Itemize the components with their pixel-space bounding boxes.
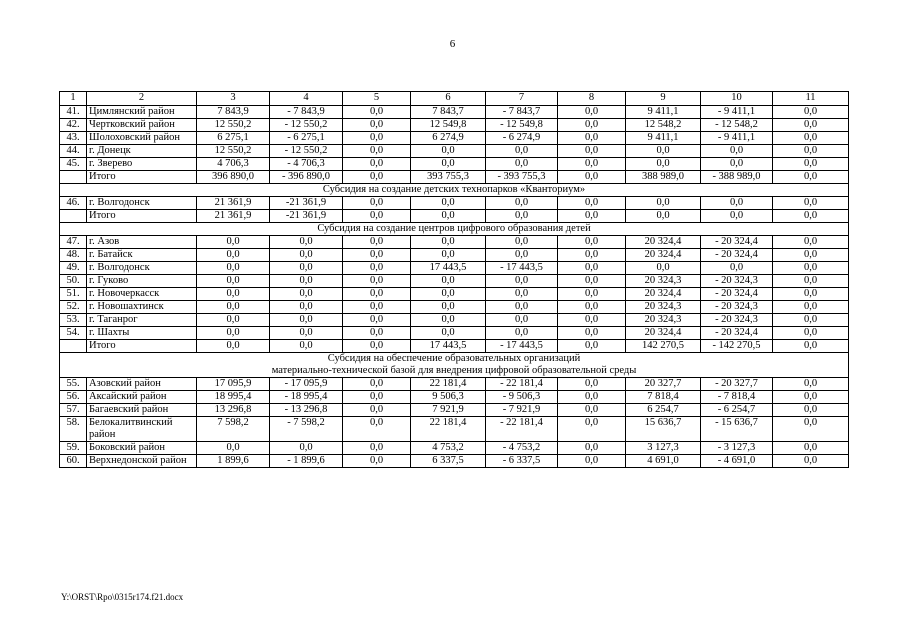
value-cell: - 20 324,3 — [701, 314, 773, 327]
value-cell: 0,0 — [558, 132, 626, 145]
table-row — [60, 417, 849, 442]
value-cell: 0,0 — [701, 158, 773, 171]
value-cell: 0,0 — [343, 301, 411, 314]
row-number-cell: 55. — [60, 378, 87, 391]
value-cell: 0,0 — [486, 249, 558, 262]
value-cell: 20 324,3 — [626, 314, 701, 327]
value-cell: - 396 890,0 — [270, 171, 343, 184]
table-row — [60, 314, 849, 327]
value-cell: 0,0 — [343, 210, 411, 223]
value-cell: 0,0 — [411, 301, 486, 314]
district-name-cell: Багаевский район — [87, 404, 197, 417]
value-cell: 0,0 — [626, 158, 701, 171]
footer-file-path: Y:\ORST\Rpo\0315r174.f21.docx — [61, 592, 184, 602]
value-cell: - 1 899,6 — [270, 455, 343, 468]
value-cell: 0,0 — [486, 158, 558, 171]
value-cell: - 6 274,9 — [486, 132, 558, 145]
value-cell: 17 443,5 — [411, 262, 486, 275]
value-cell: 0,0 — [486, 197, 558, 210]
district-name-cell: г. Волгодонск — [87, 197, 197, 210]
row-number-cell: 44. — [60, 145, 87, 158]
value-cell: 20 324,4 — [626, 249, 701, 262]
district-name-cell: г. Шахты — [87, 327, 197, 340]
table-row — [60, 132, 849, 145]
value-cell: 0,0 — [486, 327, 558, 340]
value-cell: - 20 324,4 — [701, 236, 773, 249]
row-number-cell: 57. — [60, 404, 87, 417]
value-cell: 0,0 — [773, 327, 849, 340]
value-cell: 0,0 — [343, 171, 411, 184]
value-cell: 9 411,1 — [626, 106, 701, 119]
value-cell: 142 270,5 — [626, 340, 701, 353]
value-cell: 0,0 — [270, 301, 343, 314]
value-cell: 0,0 — [558, 455, 626, 468]
value-cell: 4 691,0 — [626, 455, 701, 468]
column-header: 6 — [411, 92, 486, 106]
value-cell: 0,0 — [411, 327, 486, 340]
value-cell: 20 324,3 — [626, 275, 701, 288]
value-cell: 12 549,8 — [411, 119, 486, 132]
value-cell: 17 443,5 — [411, 340, 486, 353]
district-name-cell: г. Волгодонск — [87, 262, 197, 275]
value-cell: 20 324,4 — [626, 327, 701, 340]
value-cell: - 13 296,8 — [270, 404, 343, 417]
table-row — [60, 288, 849, 301]
value-cell: 15 636,7 — [626, 417, 701, 442]
value-cell: 0,0 — [558, 197, 626, 210]
column-header: 7 — [486, 92, 558, 106]
value-cell: 0,0 — [343, 249, 411, 262]
value-cell: - 17 443,5 — [486, 340, 558, 353]
value-cell: 0,0 — [558, 119, 626, 132]
table-row — [60, 404, 849, 417]
value-cell: 0,0 — [343, 132, 411, 145]
value-cell: 0,0 — [773, 442, 849, 455]
row-number-cell: 41. — [60, 106, 87, 119]
value-cell: - 9 506,3 — [486, 391, 558, 404]
row-number-cell: 48. — [60, 249, 87, 262]
column-header: 2 — [87, 92, 197, 106]
value-cell: 4 706,3 — [197, 158, 270, 171]
value-cell: 0,0 — [197, 275, 270, 288]
district-name-cell: г. Зверево — [87, 158, 197, 171]
value-cell: 0,0 — [197, 288, 270, 301]
value-cell: 20 324,3 — [626, 301, 701, 314]
value-cell: - 393 755,3 — [486, 171, 558, 184]
value-cell: - 4 753,2 — [486, 442, 558, 455]
table-row — [60, 327, 849, 340]
value-cell: 0,0 — [411, 288, 486, 301]
value-cell: 0,0 — [411, 314, 486, 327]
value-cell: 7 598,2 — [197, 417, 270, 442]
section-header-row — [60, 184, 849, 197]
value-cell: 20 327,7 — [626, 378, 701, 391]
table-row — [60, 210, 849, 223]
district-name-cell: г. Гуково — [87, 275, 197, 288]
value-cell: 0,0 — [343, 197, 411, 210]
value-cell: -21 361,9 — [270, 197, 343, 210]
value-cell: 0,0 — [558, 404, 626, 417]
value-cell: 0,0 — [773, 288, 849, 301]
value-cell: 0,0 — [773, 314, 849, 327]
value-cell: 0,0 — [773, 275, 849, 288]
table-row — [60, 262, 849, 275]
table-row — [60, 391, 849, 404]
value-cell: 0,0 — [270, 288, 343, 301]
table-row — [60, 249, 849, 262]
table-row — [60, 171, 849, 184]
table-row — [60, 378, 849, 391]
value-cell: 0,0 — [558, 314, 626, 327]
district-name-cell: Итого — [87, 210, 197, 223]
table-row — [60, 442, 849, 455]
value-cell: 0,0 — [343, 404, 411, 417]
value-cell: 0,0 — [411, 249, 486, 262]
value-cell: 0,0 — [558, 249, 626, 262]
column-header: 11 — [773, 92, 849, 106]
value-cell: - 17 095,9 — [270, 378, 343, 391]
value-cell: - 20 324,4 — [701, 249, 773, 262]
value-cell: 7 843,7 — [411, 106, 486, 119]
value-cell: 388 989,0 — [626, 171, 701, 184]
value-cell: 0,0 — [197, 442, 270, 455]
value-cell: 0,0 — [343, 262, 411, 275]
value-cell: 22 181,4 — [411, 417, 486, 442]
district-name-cell: г. Батайск — [87, 249, 197, 262]
value-cell: - 7 598,2 — [270, 417, 343, 442]
value-cell: 0,0 — [411, 236, 486, 249]
section-header-row — [60, 223, 849, 236]
value-cell: 0,0 — [773, 197, 849, 210]
value-cell: 0,0 — [343, 145, 411, 158]
value-cell: 0,0 — [626, 145, 701, 158]
value-cell: 0,0 — [626, 197, 701, 210]
district-name-cell: Цимлянский район — [87, 106, 197, 119]
value-cell: 0,0 — [558, 391, 626, 404]
row-number-cell — [60, 171, 87, 184]
district-name-cell: г. Таганрог — [87, 314, 197, 327]
value-cell: 0,0 — [773, 119, 849, 132]
table-body — [60, 92, 849, 468]
value-cell: 0,0 — [773, 132, 849, 145]
value-cell: - 18 995,4 — [270, 391, 343, 404]
value-cell: 21 361,9 — [197, 197, 270, 210]
value-cell: 20 324,4 — [626, 236, 701, 249]
table-row — [60, 455, 849, 468]
value-cell: 0,0 — [558, 288, 626, 301]
district-name-cell: г. Азов — [87, 236, 197, 249]
value-cell: 21 361,9 — [197, 210, 270, 223]
value-cell: 0,0 — [773, 262, 849, 275]
value-cell: 0,0 — [773, 145, 849, 158]
value-cell: 0,0 — [558, 145, 626, 158]
row-number-cell — [60, 340, 87, 353]
value-cell: 393 755,3 — [411, 171, 486, 184]
value-cell: 0,0 — [486, 236, 558, 249]
value-cell: 0,0 — [270, 275, 343, 288]
value-cell: - 7 843,9 — [270, 106, 343, 119]
value-cell: 0,0 — [558, 301, 626, 314]
row-number-cell: 51. — [60, 288, 87, 301]
value-cell: 0,0 — [270, 340, 343, 353]
value-cell: 0,0 — [270, 327, 343, 340]
value-cell: 0,0 — [411, 197, 486, 210]
value-cell: 0,0 — [773, 455, 849, 468]
row-number-cell: 60. — [60, 455, 87, 468]
value-cell: 9 411,1 — [626, 132, 701, 145]
value-cell: 0,0 — [343, 442, 411, 455]
value-cell: - 12 550,2 — [270, 145, 343, 158]
table-row — [60, 275, 849, 288]
value-cell: 7 818,4 — [626, 391, 701, 404]
value-cell: - 15 636,7 — [701, 417, 773, 442]
column-header: 5 — [343, 92, 411, 106]
district-name-cell: Итого — [87, 171, 197, 184]
row-number-cell: 49. — [60, 262, 87, 275]
table-row — [60, 236, 849, 249]
value-cell: 0,0 — [343, 236, 411, 249]
value-cell: - 4 691,0 — [701, 455, 773, 468]
row-number-cell: 53. — [60, 314, 87, 327]
district-name-cell: Азовский район — [87, 378, 197, 391]
value-cell: 7 843,9 — [197, 106, 270, 119]
value-cell: - 6 254,7 — [701, 404, 773, 417]
row-number-cell: 54. — [60, 327, 87, 340]
value-cell: 0,0 — [558, 327, 626, 340]
value-cell: - 12 550,2 — [270, 119, 343, 132]
value-cell: 0,0 — [773, 249, 849, 262]
value-cell: 0,0 — [701, 145, 773, 158]
value-cell: - 3 127,3 — [701, 442, 773, 455]
value-cell: 0,0 — [197, 340, 270, 353]
value-cell: 0,0 — [558, 171, 626, 184]
value-cell: 12 550,2 — [197, 119, 270, 132]
table-row — [60, 301, 849, 314]
value-cell: 4 753,2 — [411, 442, 486, 455]
value-cell: 0,0 — [270, 236, 343, 249]
value-cell: 0,0 — [197, 262, 270, 275]
row-number-cell: 58. — [60, 417, 87, 442]
value-cell: 0,0 — [558, 378, 626, 391]
table-row — [60, 106, 849, 119]
table-header-row — [60, 92, 849, 106]
value-cell: 0,0 — [773, 158, 849, 171]
value-cell: 0,0 — [270, 262, 343, 275]
value-cell: - 20 324,3 — [701, 275, 773, 288]
value-cell: - 388 989,0 — [701, 171, 773, 184]
value-cell: 13 296,8 — [197, 404, 270, 417]
value-cell: 0,0 — [197, 249, 270, 262]
section-title: Субсидия на создание центров цифрового образования детей — [60, 223, 849, 236]
value-cell: 1 899,6 — [197, 455, 270, 468]
value-cell: - 7 921,9 — [486, 404, 558, 417]
value-cell: 0,0 — [558, 417, 626, 442]
column-header: 3 — [197, 92, 270, 106]
section-title: Субсидия на создание детских технопарков «Кванториум» — [60, 184, 849, 197]
value-cell: 0,0 — [343, 417, 411, 442]
value-cell: - 22 181,4 — [486, 378, 558, 391]
value-cell: - 4 706,3 — [270, 158, 343, 171]
value-cell: 20 324,4 — [626, 288, 701, 301]
district-name-cell: Боковский район — [87, 442, 197, 455]
value-cell: - 20 327,7 — [701, 378, 773, 391]
district-name-cell: Шолоховский район — [87, 132, 197, 145]
value-cell: - 20 324,4 — [701, 327, 773, 340]
value-cell: 12 548,2 — [626, 119, 701, 132]
row-number-cell: 56. — [60, 391, 87, 404]
value-cell: 0,0 — [411, 275, 486, 288]
value-cell: 0,0 — [343, 158, 411, 171]
value-cell: 0,0 — [558, 236, 626, 249]
column-header: 4 — [270, 92, 343, 106]
section-title: Субсидия на обеспечение образовательных организаций материально-технической базой для внедрения цифровой образовательной среды — [60, 353, 849, 378]
value-cell: 6 337,5 — [411, 455, 486, 468]
value-cell: - 7 843,7 — [486, 106, 558, 119]
table-row — [60, 340, 849, 353]
value-cell: 0,0 — [486, 314, 558, 327]
value-cell: 18 995,4 — [197, 391, 270, 404]
district-name-cell: г. Новочеркасск — [87, 288, 197, 301]
value-cell: 0,0 — [558, 158, 626, 171]
value-cell: 7 921,9 — [411, 404, 486, 417]
value-cell: 0,0 — [486, 301, 558, 314]
value-cell: 0,0 — [626, 210, 701, 223]
district-name-cell: Белокалитвинский район — [87, 417, 197, 442]
value-cell: - 12 549,8 — [486, 119, 558, 132]
value-cell: 0,0 — [773, 171, 849, 184]
value-cell: 0,0 — [343, 288, 411, 301]
value-cell: 0,0 — [343, 314, 411, 327]
value-cell: 0,0 — [270, 314, 343, 327]
value-cell: 0,0 — [270, 249, 343, 262]
value-cell: 0,0 — [197, 314, 270, 327]
value-cell: 0,0 — [773, 340, 849, 353]
value-cell: 0,0 — [343, 119, 411, 132]
section-header-row — [60, 353, 849, 378]
value-cell: - 12 548,2 — [701, 119, 773, 132]
value-cell: 0,0 — [773, 404, 849, 417]
value-cell: 0,0 — [558, 275, 626, 288]
value-cell: 0,0 — [343, 340, 411, 353]
value-cell: - 17 443,5 — [486, 262, 558, 275]
value-cell: 0,0 — [343, 106, 411, 119]
value-cell: 0,0 — [411, 145, 486, 158]
value-cell: - 142 270,5 — [701, 340, 773, 353]
row-number-cell: 47. — [60, 236, 87, 249]
value-cell: 0,0 — [773, 210, 849, 223]
page-number: 6 — [449, 38, 456, 50]
value-cell: 0,0 — [343, 378, 411, 391]
row-number-cell: 45. — [60, 158, 87, 171]
subsidy-table — [59, 91, 849, 468]
column-header: 10 — [701, 92, 773, 106]
value-cell: 0,0 — [270, 442, 343, 455]
district-name-cell: Чертковский район — [87, 119, 197, 132]
district-name-cell: Итого — [87, 340, 197, 353]
value-cell: 0,0 — [343, 275, 411, 288]
value-cell: 6 274,9 — [411, 132, 486, 145]
value-cell: - 6 337,5 — [486, 455, 558, 468]
column-header: 8 — [558, 92, 626, 106]
value-cell: 0,0 — [486, 275, 558, 288]
value-cell: 6 254,7 — [626, 404, 701, 417]
value-cell: - 7 818,4 — [701, 391, 773, 404]
district-name-cell: г. Новошахтинск — [87, 301, 197, 314]
district-name-cell: г. Донецк — [87, 145, 197, 158]
value-cell: 0,0 — [773, 301, 849, 314]
value-cell: 0,0 — [197, 301, 270, 314]
value-cell: - 20 324,3 — [701, 301, 773, 314]
value-cell: - 9 411,1 — [701, 106, 773, 119]
table-row — [60, 119, 849, 132]
value-cell: 0,0 — [343, 455, 411, 468]
value-cell: 0,0 — [197, 236, 270, 249]
row-number-cell: 43. — [60, 132, 87, 145]
district-name-cell: Верхнедонской район — [87, 455, 197, 468]
table-row — [60, 145, 849, 158]
value-cell: 0,0 — [411, 210, 486, 223]
column-header: 1 — [60, 92, 87, 106]
value-cell: 22 181,4 — [411, 378, 486, 391]
value-cell: - 22 181,4 — [486, 417, 558, 442]
row-number-cell: 50. — [60, 275, 87, 288]
row-number-cell: 46. — [60, 197, 87, 210]
value-cell: 0,0 — [558, 106, 626, 119]
value-cell: 3 127,3 — [626, 442, 701, 455]
value-cell: 0,0 — [558, 210, 626, 223]
value-cell: 0,0 — [343, 327, 411, 340]
value-cell: 0,0 — [701, 262, 773, 275]
value-cell: 12 550,2 — [197, 145, 270, 158]
value-cell: 0,0 — [486, 288, 558, 301]
row-number-cell: 52. — [60, 301, 87, 314]
value-cell: 0,0 — [411, 158, 486, 171]
value-cell: - 9 411,1 — [701, 132, 773, 145]
value-cell: 0,0 — [773, 106, 849, 119]
value-cell: -21 361,9 — [270, 210, 343, 223]
value-cell: 0,0 — [343, 391, 411, 404]
value-cell: 9 506,3 — [411, 391, 486, 404]
value-cell: 0,0 — [558, 442, 626, 455]
value-cell: 0,0 — [558, 262, 626, 275]
value-cell: 6 275,1 — [197, 132, 270, 145]
column-header: 9 — [626, 92, 701, 106]
value-cell: - 6 275,1 — [270, 132, 343, 145]
value-cell: 0,0 — [773, 391, 849, 404]
value-cell: 0,0 — [558, 340, 626, 353]
value-cell: - 20 324,4 — [701, 288, 773, 301]
value-cell: 0,0 — [486, 210, 558, 223]
table-row — [60, 197, 849, 210]
value-cell: 17 095,9 — [197, 378, 270, 391]
value-cell: 0,0 — [773, 236, 849, 249]
value-cell: 0,0 — [701, 197, 773, 210]
row-number-cell — [60, 210, 87, 223]
row-number-cell: 59. — [60, 442, 87, 455]
value-cell: 0,0 — [626, 262, 701, 275]
value-cell: 0,0 — [773, 417, 849, 442]
value-cell: 0,0 — [486, 145, 558, 158]
value-cell: 0,0 — [197, 327, 270, 340]
district-name-cell: Аксайский район — [87, 391, 197, 404]
value-cell: 0,0 — [701, 210, 773, 223]
value-cell: 396 890,0 — [197, 171, 270, 184]
value-cell: 0,0 — [773, 378, 849, 391]
table-row — [60, 158, 849, 171]
row-number-cell: 42. — [60, 119, 87, 132]
